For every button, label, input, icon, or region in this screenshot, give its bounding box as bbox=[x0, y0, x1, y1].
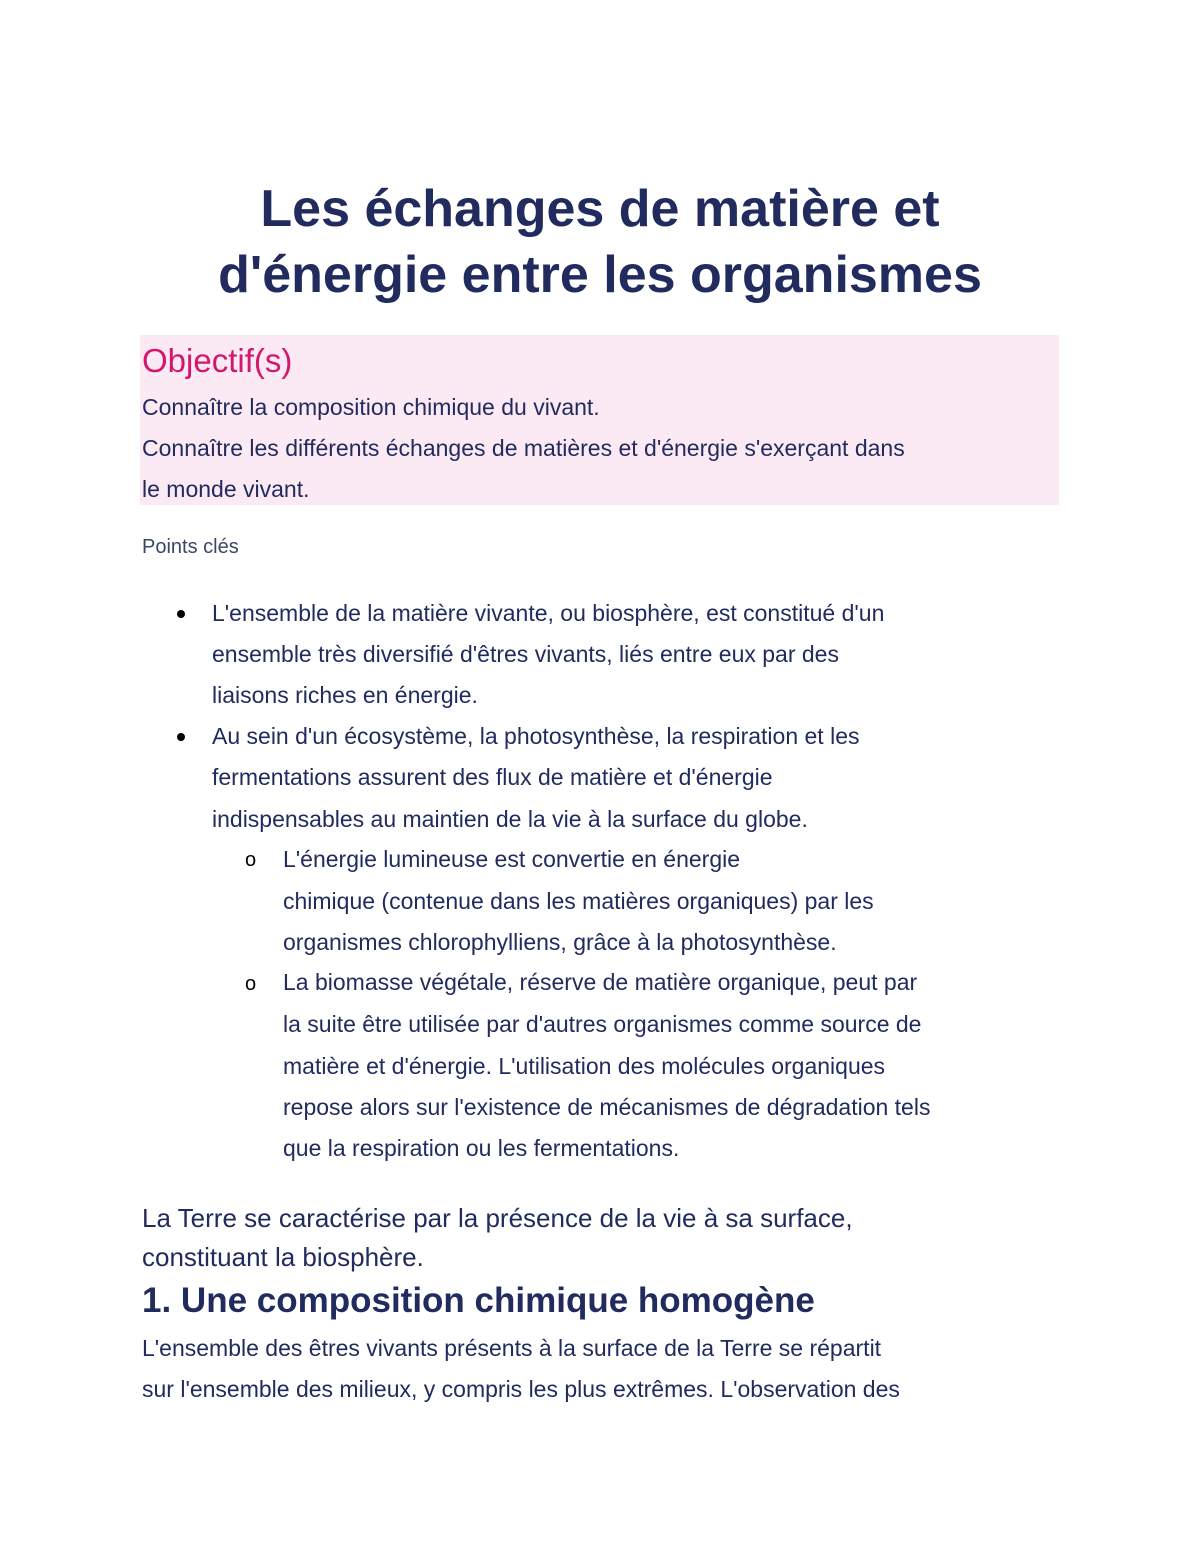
objectives-heading: Objectif(s) bbox=[142, 342, 293, 379]
list-item-line: que la respiration ou les fermentations. bbox=[283, 1135, 680, 1161]
objective-line: Connaître les différents échanges de matières et d'énergie s'exerçant dans bbox=[142, 435, 905, 461]
list-item-line: L'ensemble de la matière vivante, ou biosphère, est constitué d'un bbox=[212, 600, 885, 626]
intro-line: constituant la biosphère. bbox=[142, 1242, 424, 1272]
list-item-line: chimique (contenue dans les matières organiques) par les bbox=[283, 888, 874, 914]
list-item-line: fermentations assurent des flux de matière et d'énergie bbox=[212, 764, 773, 790]
body-text-line: sur l'ensemble des milieux, y compris les plus extrêmes. L'observation des bbox=[142, 1376, 900, 1402]
list-item-line: La biomasse végétale, réserve de matière organique, peut par bbox=[283, 969, 918, 995]
title-line: d'énergie entre les organismes bbox=[218, 246, 982, 304]
bullet-marker bbox=[177, 733, 185, 741]
bullet-marker bbox=[177, 610, 185, 618]
list-item-line: repose alors sur l'existence de mécanismes de dégradation tels bbox=[283, 1094, 931, 1120]
sub-bullet-marker: o bbox=[245, 849, 257, 871]
list-item-line: indispensables au maintien de la vie à la surface du globe. bbox=[212, 806, 808, 832]
list-item-line: liaisons riches en énergie. bbox=[212, 682, 478, 708]
sub-bullet-marker: o bbox=[245, 973, 257, 995]
list-item-line: L'énergie lumineuse est convertie en énergie bbox=[283, 846, 741, 872]
list-item-line: la suite être utilisée par d'autres organismes comme source de bbox=[283, 1011, 922, 1037]
title-line: Les échanges de matière et bbox=[260, 180, 940, 238]
document-title bbox=[100, 176, 1100, 308]
body-text-line: L'ensemble des êtres vivants présents à la surface de la Terre se répartit bbox=[142, 1335, 882, 1361]
intro-line: La Terre se caractérise par la présence de la vie à sa surface, bbox=[142, 1203, 853, 1233]
objective-line: Connaître la composition chimique du vivant. bbox=[142, 394, 600, 420]
list-item-line: organismes chlorophylliens, grâce à la photosynthèse. bbox=[283, 929, 837, 955]
objective-line: le monde vivant. bbox=[142, 476, 310, 502]
key-points-label: Points clés bbox=[142, 536, 239, 558]
list-item-line: ensemble très diversifié d'êtres vivants, liés entre eux par des bbox=[212, 641, 839, 667]
list-item-line: Au sein d'un écosystème, la photosynthèse, la respiration et les bbox=[212, 723, 860, 749]
section-heading: 1. Une composition chimique homogène bbox=[142, 1281, 815, 1320]
list-item-line: matière et d'énergie. L'utilisation des molécules organiques bbox=[283, 1053, 886, 1079]
